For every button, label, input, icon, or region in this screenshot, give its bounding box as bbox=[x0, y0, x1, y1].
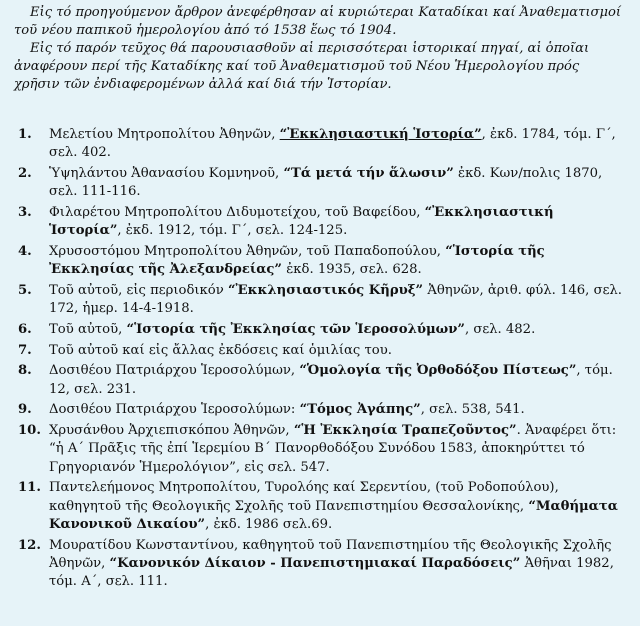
reference-item bbox=[18, 243, 628, 280]
reference-title: “Ἱστορία τῆς Ἐκκλησίας τῆς Ἀλεξανδρείας” bbox=[49, 244, 545, 278]
reference-text: Χρυσοστόμου Μητροπολίτου Ἀθηνῶν, τοῦ Παπαδοπούλου, bbox=[49, 244, 446, 259]
reference-details: , σελ. 538, 541. bbox=[420, 402, 525, 418]
reference-number: 11. bbox=[18, 480, 41, 496]
reference-number: 8. bbox=[18, 363, 32, 379]
reference-title: “Κανονικόν Δίκαιον - Πανεπιστημιακαί Παραδόσεις” bbox=[109, 556, 521, 571]
reference-text: Δοσιθέου Πατριάρχου Ἱεροσολύμων: bbox=[49, 402, 300, 418]
reference-details: Ἀθῆναι 1982, τόμ. Α΄, σελ. 111. bbox=[49, 556, 614, 590]
reference-title: “Τόμος Ἀγάπης” bbox=[299, 402, 421, 418]
reference-number: 4. bbox=[18, 244, 32, 259]
reference-details: , ἐκδ. 1784, τόμ. Γ΄, σελ. 402. bbox=[49, 127, 616, 161]
reference-title: “Ἐκκλησιαστικός Κῆρυξ” bbox=[227, 283, 424, 298]
reference-details: , σελ. 482. bbox=[464, 322, 536, 337]
reference-details: Ἀθηνῶν, ἀριθ. φύλ. 146, σελ. 172, ἡμερ. 14-4-1918. bbox=[49, 283, 622, 317]
reference-item bbox=[18, 282, 628, 319]
reference-details: , τόμ. 12, σελ. 231. bbox=[49, 363, 613, 397]
reference-details: ἐκδ. 1935, σελ. 628. bbox=[282, 262, 422, 278]
reference-item bbox=[18, 342, 628, 360]
reference-details: , ἐκδ. 1912, τόμ. Γ΄, σελ. 124-125. bbox=[117, 223, 348, 239]
reference-number: 3. bbox=[18, 205, 32, 220]
reference-title: “Ἐκκλησιαστική Ἱστορία” bbox=[279, 127, 482, 142]
reference-list bbox=[18, 126, 628, 594]
reference-text: Τοῦ αὐτοῦ καί εἰς ἄλλας ἐκδόσεις καί ὁμιλίας του. bbox=[49, 342, 392, 358]
reference-number: 2. bbox=[18, 166, 32, 181]
reference-item bbox=[18, 537, 628, 592]
intro-paragraph-2: Εἰς τό παρόν τεῦχος θά παρουσιασθοῦν αἱ περισσότεραι ἱστορικαί πηγαί, αἱ ὁποῖαι ἀναφέρουν περί τῆς Καταδίκης καί τοῦ Ἀναθεματισμοῦ τοῦ Νέου Ἡμερολογίου πρός χρῆσιν τῶν ἐνδιαφερομένων ἀλλά καί διά τήν Ἱστορίαν. bbox=[14, 41, 590, 92]
reference-number: 10. bbox=[18, 422, 41, 438]
reference-title: “Ἱστορία τῆς Ἐκκλησίας τῶν Ἱεροσολύμων” bbox=[126, 322, 465, 337]
reference-number: 7. bbox=[18, 342, 32, 358]
reference-title: “Ὁμολογία τῆς Ὀρθοδόξου Πίστεως” bbox=[299, 363, 577, 379]
reference-text: Τοῦ αὐτοῦ, bbox=[49, 322, 127, 337]
reference-text: Χρυσάνθου Ἀρχιεπισκόπου Ἀθηνῶν, bbox=[49, 422, 294, 438]
reference-number: 1. bbox=[18, 127, 32, 142]
intro-paragraph-1: Εἰς τό προηγούμενον ἄρθρον ἀνεφέρθησαν αἱ κυριώτεραι Καταδίκαι καί Ἀναθεματισμοί τοῦ νέου παπικοῦ ἡμερολογίου ἀπό τό 1538 ἕως τό 1904. bbox=[14, 5, 621, 38]
reference-item bbox=[18, 165, 628, 202]
reference-text: Μελετίου Μητροπολίτου Ἀθηνῶν, bbox=[49, 127, 280, 142]
reference-item bbox=[18, 479, 628, 534]
reference-item bbox=[18, 204, 628, 241]
reference-text: Μουρατίδου Κωνσταντίνου, καθηγητοῦ τοῦ Πανεπιστημίου τῆς Θεολογικῆς Σχολῆς Ἀθηνῶν, bbox=[49, 537, 612, 571]
reference-title: “Ἐκκλησιαστική Ἱστορία” bbox=[49, 205, 554, 239]
reference-number: 9. bbox=[18, 402, 32, 418]
reference-item bbox=[18, 422, 628, 477]
reference-item bbox=[18, 362, 628, 399]
reference-text: Δοσιθέου Πατριάρχου Ἱεροσολύμων, bbox=[49, 363, 300, 379]
reference-text: Φιλαρέτου Μητροπολίτου Διδυμοτείχου, τοῦ Βαφείδου, bbox=[49, 205, 425, 220]
intro-text bbox=[14, 4, 626, 94]
reference-title: “Ἡ Ἐκκλησία Τραπεζοῦντος” bbox=[293, 422, 517, 438]
reference-number: 5. bbox=[18, 283, 32, 298]
reference-item bbox=[18, 321, 628, 339]
reference-title: “Τά μετά τήν ἅλωσιν” bbox=[283, 166, 454, 181]
reference-text: Τοῦ αὐτοῦ, εἰς περιοδικόν bbox=[49, 283, 228, 298]
reference-item bbox=[18, 126, 628, 163]
reference-number: 6. bbox=[18, 322, 32, 337]
reference-text: Παντελεήμονος Μητροπολίτου, Τυρολόης καί Σερεντίου, (τοῦ Ροδοπούλου), καθηγητοῦ τῆς Θεολογικῆς Σχολῆς τοῦ Πανεπιστημίου Θεσσαλονίκης, bbox=[49, 480, 559, 514]
reference-details: . Ἀναφέρει ὅτι: “ἡ Α΄ Πρᾶξις τῆς ἐπί Ἱερεμίου Β΄ Πανορθοδόξου Συνόδου 1583, ἀποκηρύττει τό Γρηγοριανόν Ἡμερολόγιον”, εἰς σελ. 547. bbox=[49, 422, 617, 475]
reference-title: “Μαθήματα Κανονικοῦ Δικαίου” bbox=[49, 498, 618, 532]
reference-number: 12. bbox=[18, 537, 41, 553]
reference-item bbox=[18, 401, 628, 419]
reference-details: ἐκδ. Κων/πολις 1870, σελ. 111-116. bbox=[49, 166, 603, 200]
reference-details: , ἐκδ. 1986 σελ.69. bbox=[205, 517, 333, 532]
reference-text: Ὑψηλάντου Ἀθανασίου Κομνηνοῦ, bbox=[49, 166, 284, 181]
